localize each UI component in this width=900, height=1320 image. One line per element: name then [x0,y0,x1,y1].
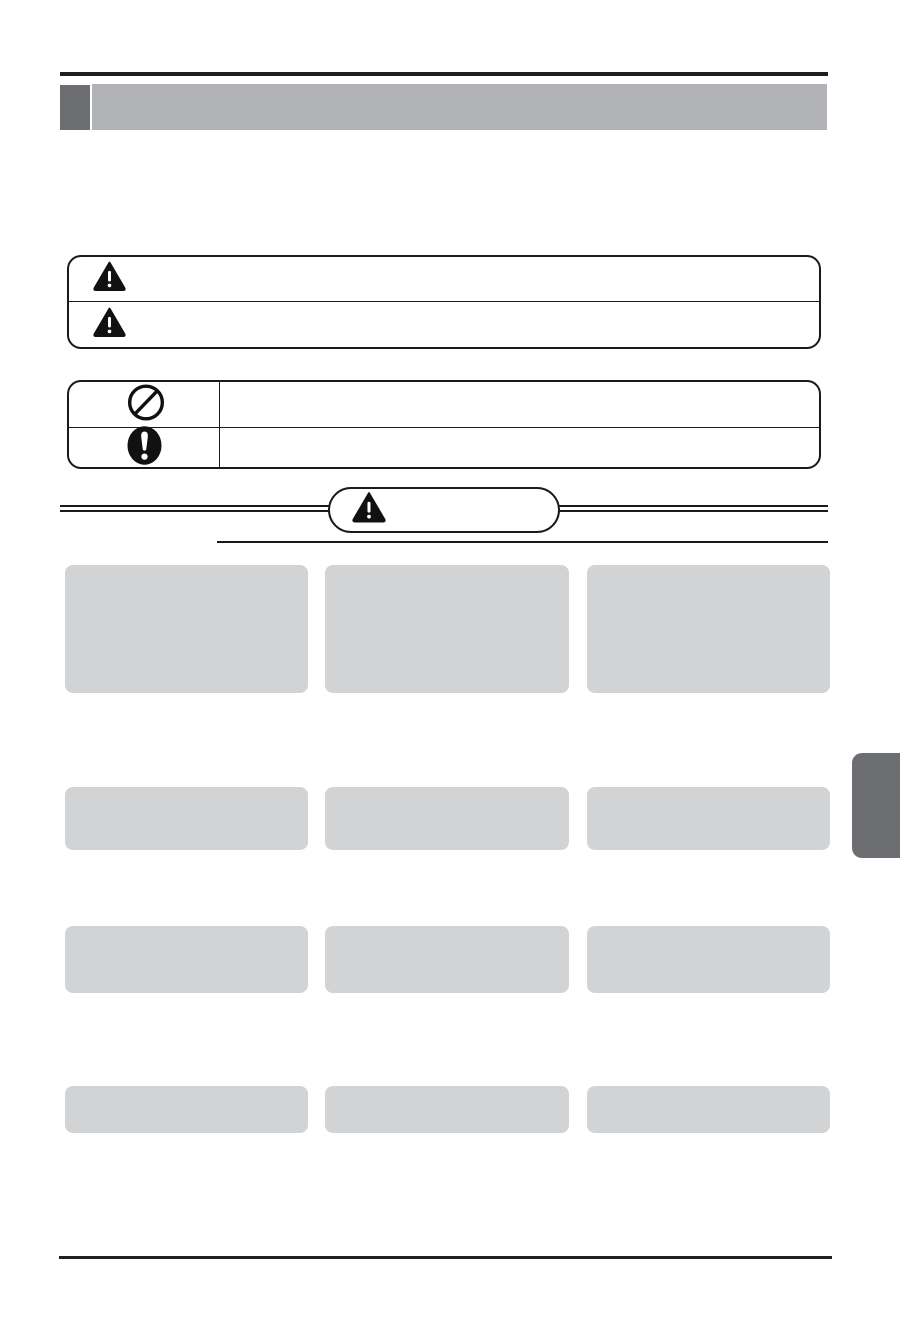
chapter-side-tab [852,753,900,858]
banner-sub-rule [217,541,828,543]
alert-row-text [69,257,70,258]
illustration-placeholder [325,926,569,993]
legend-row-prohibition [69,382,819,428]
illustration-placeholder [587,1086,830,1133]
section-title-bar [92,84,827,130]
illustration-placeholder [65,926,308,993]
illustration-placeholder [325,1086,569,1133]
legend-row-mandatory [69,428,819,468]
warning-triangle-icon [93,262,126,297]
symbol-legend-box [67,380,821,469]
legend-row-text [69,382,70,383]
mandatory-icon [126,426,163,471]
illustration-placeholder [325,787,569,850]
illustration-placeholder [587,565,830,693]
warning-triangle-icon [352,492,386,528]
alert-definition-row-warning [69,257,819,302]
warning-triangle-icon [93,307,126,342]
illustration-placeholder [587,787,830,850]
prohibition-icon [126,383,166,426]
illustration-placeholder [65,787,308,850]
legend-row-text [69,428,70,429]
alert-row-text [69,302,70,303]
illustration-placeholder [587,926,830,993]
alert-definition-box [67,255,821,349]
bottom-rule [59,1256,832,1259]
top-rule [60,72,828,76]
illustration-placeholder [65,565,308,693]
alert-definition-row-caution [69,302,819,347]
caution-banner-label [330,489,331,490]
caution-banner-capsule [328,487,560,533]
illustration-placeholder [325,565,569,693]
header-accent-block [60,85,90,130]
section-title [92,84,93,85]
illustration-placeholder [65,1086,308,1133]
